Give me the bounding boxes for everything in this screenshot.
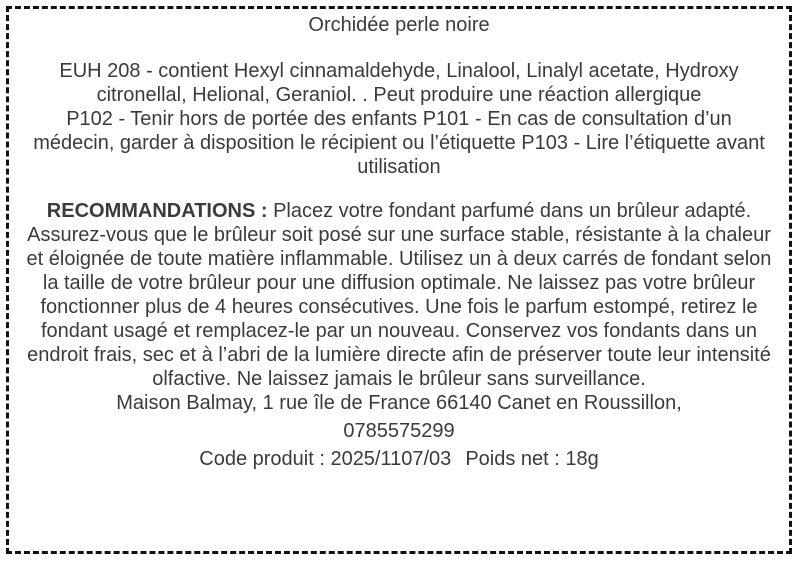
label-content: [23, 13, 775, 471]
product-code: Code produit : 2025/1107/03: [199, 448, 452, 470]
product-info-line: [23, 447, 775, 471]
recommendations-text: Placez votre fondant parfumé dans un brûleur adapté. Assurez-vous que le brûleur soit posé sur une surface stable, résistante à la chaleur et éloignée de toute matière inflammable. Utilisez un à deux carrés de fondant selon la taille de votre brûleur pour une diffusion optimale. Ne laissez pas votre brûleur fonctionner plus de 4 heures consécutives. Une fois le parfum estompé, retirez le fondant usagé et remplacez-le par un nouveau. Conservez vos fondants dans un endroit frais, sec et à l’abri de la lumière directe afin de préserver toute leur intensité olfactive. Ne laissez jamais le brûleur sans surveillance.: [26, 200, 772, 390]
recommendations-heading: RECOMMANDATIONS :: [46, 200, 268, 222]
net-weight: Poids net : 18g: [465, 448, 599, 470]
spacer: [23, 179, 775, 199]
allergen-warning: EUH 208 - contient Hexyl cinnamaldehyde, Linalool, Linalyl acetate, Hydroxy citronellal, Helional, Geraniol. . Peut produire une réaction allergique: [59, 60, 739, 106]
phone-number: 0785575299: [343, 420, 455, 442]
address: Maison Balmay, 1 rue île de France 66140 Canet en Roussillon,: [116, 392, 682, 414]
precaution-statements: P102 - Tenir hors de portée des enfants P101 - En cas de consultation d’un médecin, garder à disposition le récipient ou l’étiquette P103 - Lire l’étiquette avant utilisation: [33, 108, 765, 178]
recommendations: [23, 199, 775, 391]
product-name: Orchidée perle noire: [308, 14, 490, 36]
product-label: [6, 6, 792, 554]
